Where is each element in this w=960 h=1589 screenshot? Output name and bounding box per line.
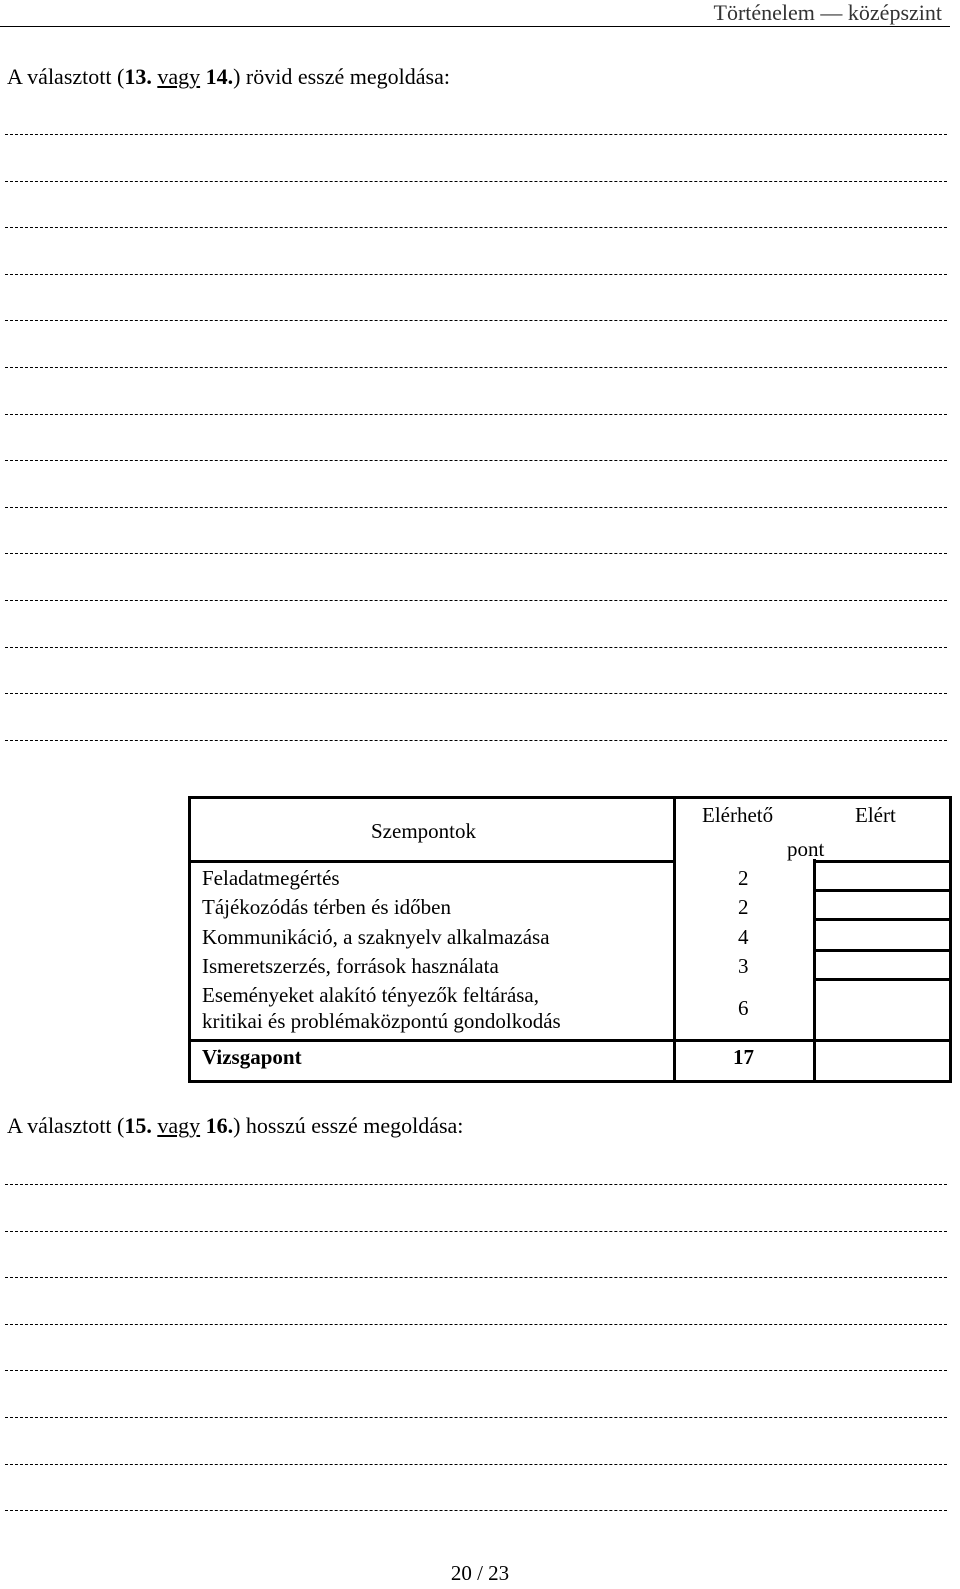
col-achieved-header: Elért xyxy=(855,803,896,827)
criteria-row-label: Ismeretszerzés, források használata xyxy=(202,954,499,978)
criteria-row-points: 6 xyxy=(738,996,749,1020)
criteria-row-points: 2 xyxy=(738,866,749,890)
answer-line[interactable] xyxy=(5,740,947,741)
answer-line[interactable] xyxy=(5,227,947,228)
answer-line[interactable] xyxy=(5,460,947,461)
answer-line[interactable] xyxy=(5,1277,947,1278)
answer-line[interactable] xyxy=(5,1510,947,1511)
answer-line[interactable] xyxy=(5,181,947,182)
answer-line[interactable] xyxy=(5,647,947,648)
grading-table xyxy=(188,796,952,1083)
total-label: Vizsgapont xyxy=(202,1045,302,1069)
criteria-row-label-line2: kritikai és problémaközpontú gondolkodás xyxy=(202,1009,561,1033)
answer-line[interactable] xyxy=(5,1464,947,1465)
answer-line[interactable] xyxy=(5,1184,947,1185)
answer-line[interactable] xyxy=(5,1324,947,1325)
total-points: 17 xyxy=(733,1045,754,1069)
col-criteria-header: Szempontok xyxy=(371,819,476,843)
answer-line[interactable] xyxy=(5,553,947,554)
col-points-header: pont xyxy=(787,837,825,861)
answer-line[interactable] xyxy=(5,1417,947,1418)
answer-line[interactable] xyxy=(5,414,947,415)
criteria-row-label: Feladatmegértés xyxy=(202,866,340,890)
answer-line[interactable] xyxy=(5,1231,947,1232)
header-title: Történelem — középszint xyxy=(713,0,942,25)
answer-line[interactable] xyxy=(5,600,947,601)
answer-line[interactable] xyxy=(5,507,947,508)
answer-line[interactable] xyxy=(5,134,947,135)
long-essay-title: A választott (15. vagy 16.) hosszú esszé megoldása: xyxy=(7,1113,464,1138)
answer-line[interactable] xyxy=(5,320,947,321)
col-available-header: Elérhető xyxy=(702,803,774,827)
answer-line[interactable] xyxy=(5,1370,947,1371)
short-essay-title: A választott (13. vagy 14.) rövid esszé megoldása: xyxy=(7,64,450,89)
criteria-row-label: Tájékozódás térben és időben xyxy=(202,895,451,919)
criteria-row-label: Kommunikáció, a szaknyelv alkalmazása xyxy=(202,925,550,949)
page-number: 20 / 23 xyxy=(450,1561,510,1585)
answer-line[interactable] xyxy=(5,693,947,694)
page-header xyxy=(0,0,950,27)
criteria-row-points: 2 xyxy=(738,895,749,919)
criteria-row-points: 3 xyxy=(738,954,749,978)
criteria-row-label-line1: Eseményeket alakító tényezők feltárása, xyxy=(202,983,540,1007)
answer-line[interactable] xyxy=(5,274,947,275)
criteria-row-points: 4 xyxy=(738,925,749,949)
answer-line[interactable] xyxy=(5,367,947,368)
